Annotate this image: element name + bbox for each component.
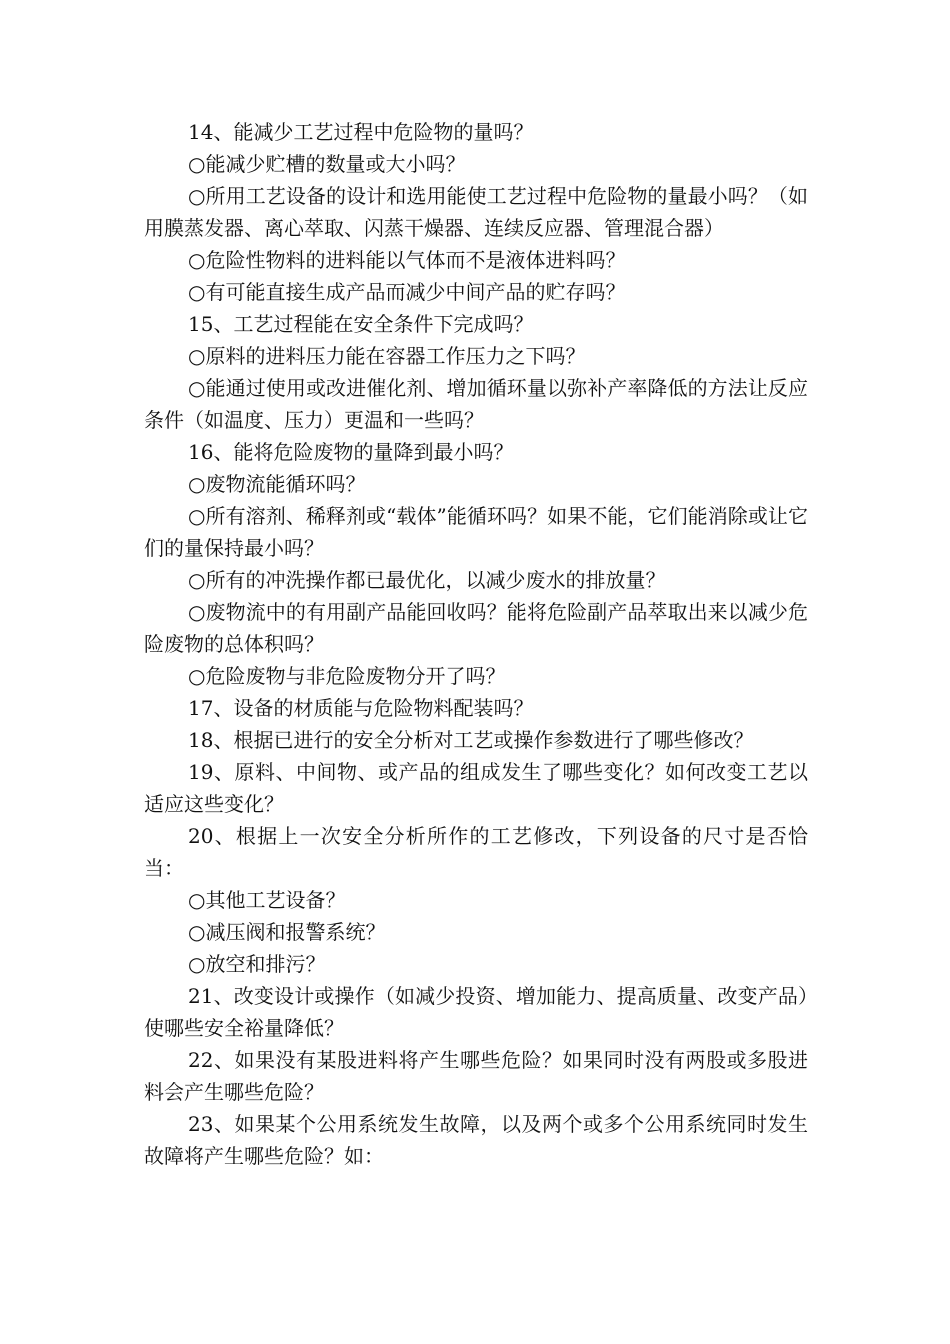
bullet-direct-product: ○有可能直接生成产品而减少中间产品的贮存吗？ bbox=[188, 280, 626, 304]
bullet-flushing: ○所有的冲洗操作都已最优化，以减少废水的排放量？ bbox=[188, 568, 666, 592]
bullet-storage-tanks: ○能减少贮槽的数量或大小吗？ bbox=[188, 152, 466, 176]
question-19: 19、原料、中间物、或产品的组成发生了哪些变化？如何改变工艺以适应这些变化？ bbox=[144, 760, 808, 816]
question-14: 14、能减少工艺过程中危险物的量吗？ bbox=[188, 120, 534, 144]
bullet-equipment-design: ○所用工艺设备的设计和选用能使工艺过程中危险物的量最小吗？（如用膜蒸发器、离心萃取、闪蒸干燥器、连续反应器、管理混合器） bbox=[144, 184, 808, 240]
question-23: 23、如果某个公用系统发生故障，以及两个或多个公用系统同时发生故障将产生哪些危险？如： bbox=[144, 1112, 808, 1168]
question-16: 16、能将危险废物的量降到最小吗？ bbox=[188, 440, 514, 464]
bullet-waste-separation: ○危险废物与非危险废物分开了吗？ bbox=[188, 664, 506, 688]
bullet-venting: ○放空和排污？ bbox=[188, 952, 326, 976]
bullet-feed-pressure: ○原料的进料压力能在容器工作压力之下吗？ bbox=[188, 344, 586, 368]
bullet-solvent-recycle: ○所有溶剂、稀释剂或“载体”能循环吗？如果不能，它们能消除或让它们的量保持最小吗？ bbox=[144, 504, 808, 560]
bullet-other-equipment: ○其他工艺设备？ bbox=[188, 888, 346, 912]
question-17: 17、设备的材质能与危险物料配装吗？ bbox=[188, 696, 534, 720]
bullet-relief-valves: ○减压阀和报警系统？ bbox=[188, 920, 386, 944]
question-21: 21、改变设计或操作（如减少投资、增加能力、提高质量、改变产品）使哪些安全裕量降低？ bbox=[144, 984, 808, 1040]
question-20: 20、根据上一次安全分析所作的工艺修改，下列设备的尺寸是否恰当： bbox=[144, 824, 808, 880]
bullet-byproduct-recovery: ○废物流中的有用副产品能回收吗？能将危险副产品萃取出来以减少危险废物的总体积吗？ bbox=[144, 600, 808, 656]
bullet-waste-recycle: ○废物流能循环吗？ bbox=[188, 472, 366, 496]
question-15: 15、工艺过程能在安全条件下完成吗？ bbox=[188, 312, 534, 336]
question-18: 18、根据已进行的安全分析对工艺或操作参数进行了哪些修改？ bbox=[188, 728, 754, 752]
question-22: 22、如果没有某股进料将产生哪些危险？如果同时没有两股或多股进料会产生哪些危险？ bbox=[144, 1048, 808, 1104]
bullet-gas-feed: ○危险性物料的进料能以气体而不是液体进料吗？ bbox=[188, 248, 626, 272]
document-body bbox=[144, 116, 808, 1172]
bullet-catalyst: ○能通过使用或改进催化剂、增加循环量以弥补产率降低的方法让反应条件（如温度、压力）更温和一些吗？ bbox=[144, 376, 808, 432]
